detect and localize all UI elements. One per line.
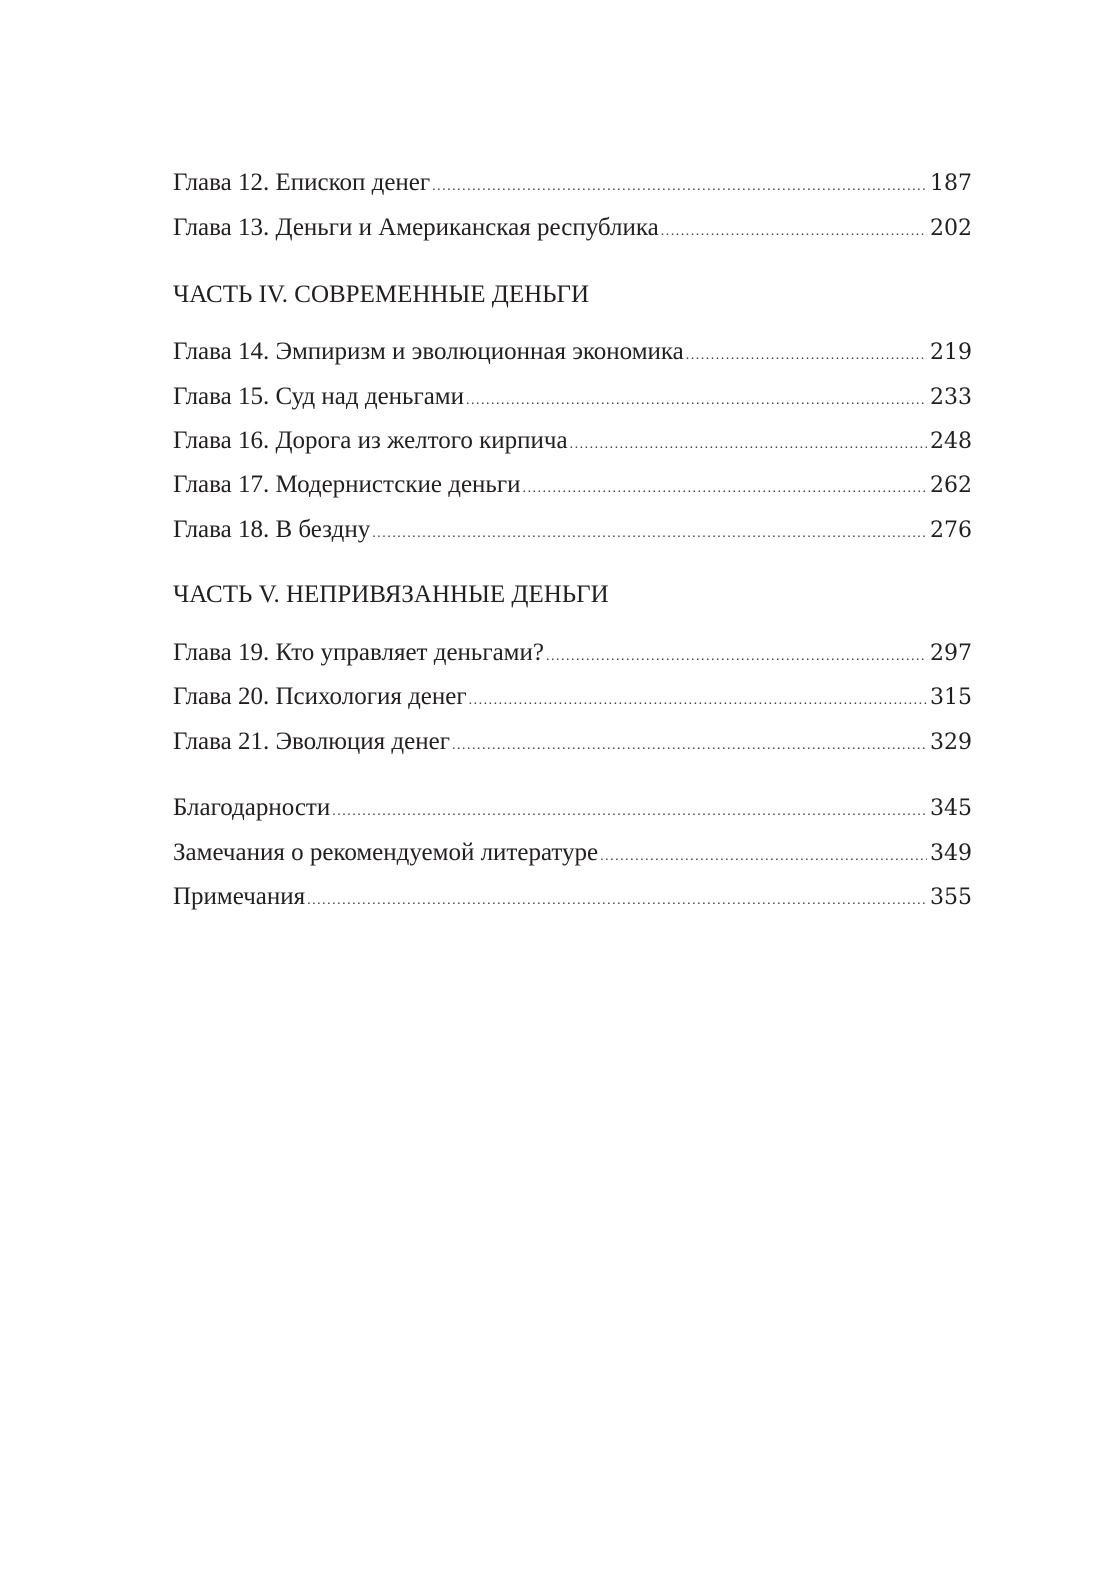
dot-leader [466,386,927,416]
toc-entry-chapter-12[interactable] [173,168,972,202]
toc-entry-chapter-14[interactable] [173,337,972,371]
toc-entry-page: 315 [930,685,972,710]
toc-entry-page: 355 [930,885,972,910]
toc-entry-page: 262 [930,473,972,498]
toc-entry-acknowledgements[interactable] [173,793,972,827]
toc-entry-chapter-17[interactable] [173,470,972,504]
toc-entry-title: Глава 13. Деньги и Американская республика [173,214,659,241]
dot-leader [686,341,927,371]
part-heading-4: ЧАСТЬ IV. СОВРЕМЕННЫЕ ДЕНЬГИ [173,281,590,308]
toc-entry-title: Глава 18. В бездну [173,516,371,543]
dot-leader [661,217,927,247]
dot-leader [570,430,927,460]
toc-entry-further-reading[interactable] [173,838,972,872]
toc-entry-page: 248 [930,429,972,454]
toc-entry-title: Глава 15. Суд над деньгами [173,383,465,410]
dot-leader [432,172,927,202]
toc-entry-title: Глава 20. Психология денег [173,683,467,710]
toc-entry-chapter-20[interactable] [173,682,972,716]
dot-leader [600,842,927,872]
toc-entry-chapter-15[interactable] [173,382,972,416]
dot-leader [522,474,927,504]
dot-leader [469,686,927,716]
toc-entry-title: Глава 16. Дорога из желтого кирпича [173,427,568,454]
toc-entry-page: 233 [930,385,972,410]
toc-entry-notes[interactable] [173,882,972,916]
toc-entry-title: Глава 19. Кто управляет деньгами? [173,639,544,666]
toc-entry-title: Замечания о рекомендуемой литературе [173,839,599,866]
toc-entry-page: 345 [930,796,972,821]
part-heading-5: ЧАСТЬ V. НЕПРИВЯЗАННЫЕ ДЕНЬГИ [173,581,609,608]
dot-leader [546,642,927,672]
toc-entry-chapter-18[interactable] [173,515,972,549]
toc-entry-chapter-19[interactable] [173,638,972,672]
toc-entry-title: Благодарности [173,794,331,821]
toc-entry-page: 349 [930,841,972,866]
dot-leader [372,519,927,549]
toc-entry-chapter-21[interactable] [173,727,972,761]
toc-entry-page: 187 [930,171,972,196]
dot-leader [307,886,927,916]
toc-entry-title: Глава 12. Епископ денег [173,169,431,196]
toc-entry-title: Глава 14. Эмпиризм и эволюционная экономика [173,338,684,365]
toc-entry-title: Примечания [173,883,306,910]
toc-entry-chapter-13[interactable] [173,213,972,247]
toc-entry-page: 202 [930,216,972,241]
toc-entry-chapter-16[interactable] [173,426,972,460]
toc-entry-page: 329 [930,730,972,755]
toc-entry-page: 276 [930,518,972,543]
toc-entry-page: 297 [930,641,972,666]
toc-entry-page: 219 [930,340,972,365]
toc-entry-title: Глава 17. Модернистские деньги [173,471,521,498]
toc-entry-title: Глава 21. Эволюция денег [173,728,450,755]
dot-leader [332,797,927,827]
dot-leader [452,731,927,761]
